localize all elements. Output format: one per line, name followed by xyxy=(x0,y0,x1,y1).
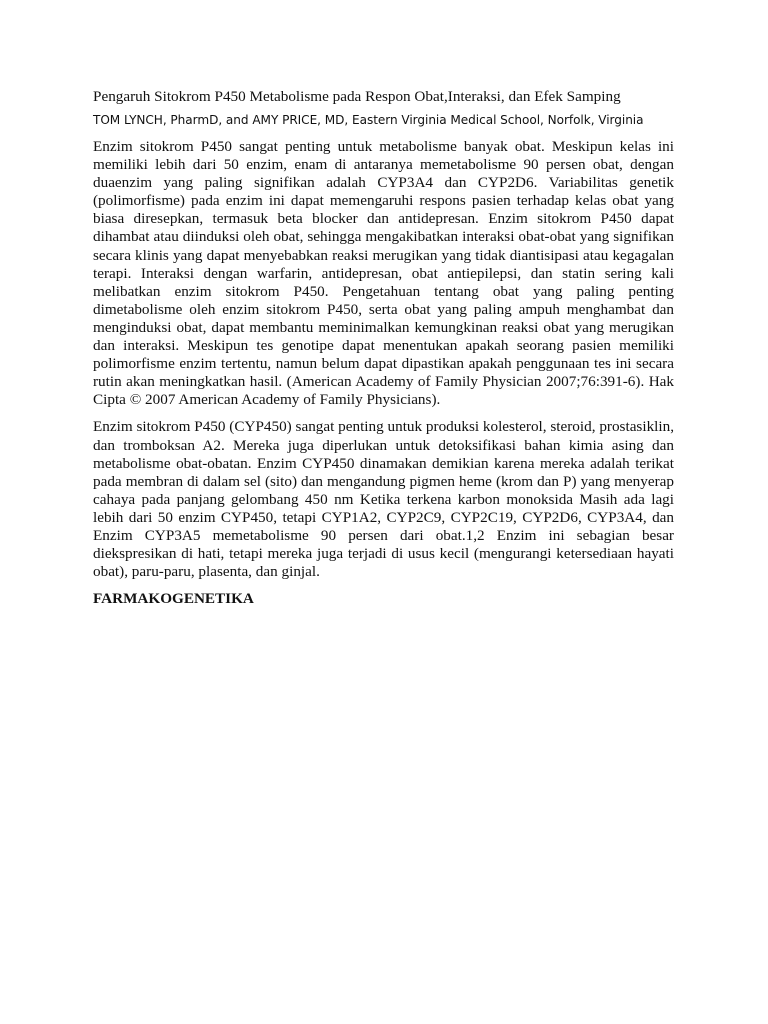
intro-paragraph: Enzim sitokrom P450 (CYP450) sangat penting untuk produksi kolesterol, steroid, prostasiklin, dan tromboksan A2. Mereka juga diperlukan untuk detoksifikasi bahan kimia asing dan metabolisme obat-obatan. Enzim CYP450 dinamakan demikian karena mereka adalah terikat pada membran di dalam sel (sito) dan mengandung pigmen heme (krom dan P) yang menyerap cahaya pada panjang gelombang 450 nm Ketika terkena karbon monoksida Masih ada lagi lebih dari 50 enzim CYP450, tetapi CYP1A2, CYP2C9, CYP2C19, CYP2D6, CYP3A4, dan Enzim CYP3A5 memetabolisme 90 persen dari obat.1,2 Enzim ini sebagian besar diekspresikan di hati, tetapi mereka juga terjadi di usus kecil (mengurangi ketersediaan hayati obat), paru-paru, plasenta, dan ginjal. xyxy=(93,418,674,581)
section-heading: FARMAKOGENETIKA xyxy=(93,590,254,608)
abstract-paragraph: Enzim sitokrom P450 sangat penting untuk metabolisme banyak obat. Meskipun kelas ini memiliki lebih dari 50 enzim, enam di antaranya memetabolisme 90 persen obat, dengan duaenzim yang paling signifikan adalah CYP3A4 dan CYP2D6. Variabilitas genetik (polimorfisme) pada enzim ini dapat memengaruhi respons pasien terhadap kelas obat yang biasa diresepkan, termasuk beta blocker dan antidepresan. Enzim sitokrom P450 dapat dihambat atau diinduksi oleh obat, sehingga mengakibatkan interaksi obat-obat yang signifikan secara klinis yang dapat menyebabkan reaksi merugikan yang tidak diantisipasi atau kegagalan terapi. Interaksi dengan warfarin, antidepresan, obat antiepilepsi, dan statin sering kali melibatkan enzim sitokrom P450. Pengetahuan tentang obat yang paling penting dimetabolisme oleh enzim sitokrom P450, serta obat yang paling ampuh menghambat dan menginduksi obat, dapat membantu meminimalkan kemungkinan reaksi obat yang merugikan dan interaksi. Meskipun tes genotipe dapat menentukan apakah seorang pasien memiliki polimorfisme enzim tertentu, namun belum dapat dipastikan apakah penggunaan tes ini secara rutin akan meningkatkan hasil. (American Academy of Family Physician 2007;76:391-6). Hak Cipta © 2007 American Academy of Family Physicians). xyxy=(93,138,674,409)
document-title: Pengaruh Sitokrom P450 Metabolisme pada Respon Obat,Interaksi, dan Efek Samping xyxy=(93,88,621,105)
document-body xyxy=(93,86,674,608)
document-authors: TOM LYNCH, PharmD, and AMY PRICE, MD, Eastern Virginia Medical School, Norfolk, Virginia xyxy=(93,113,644,127)
